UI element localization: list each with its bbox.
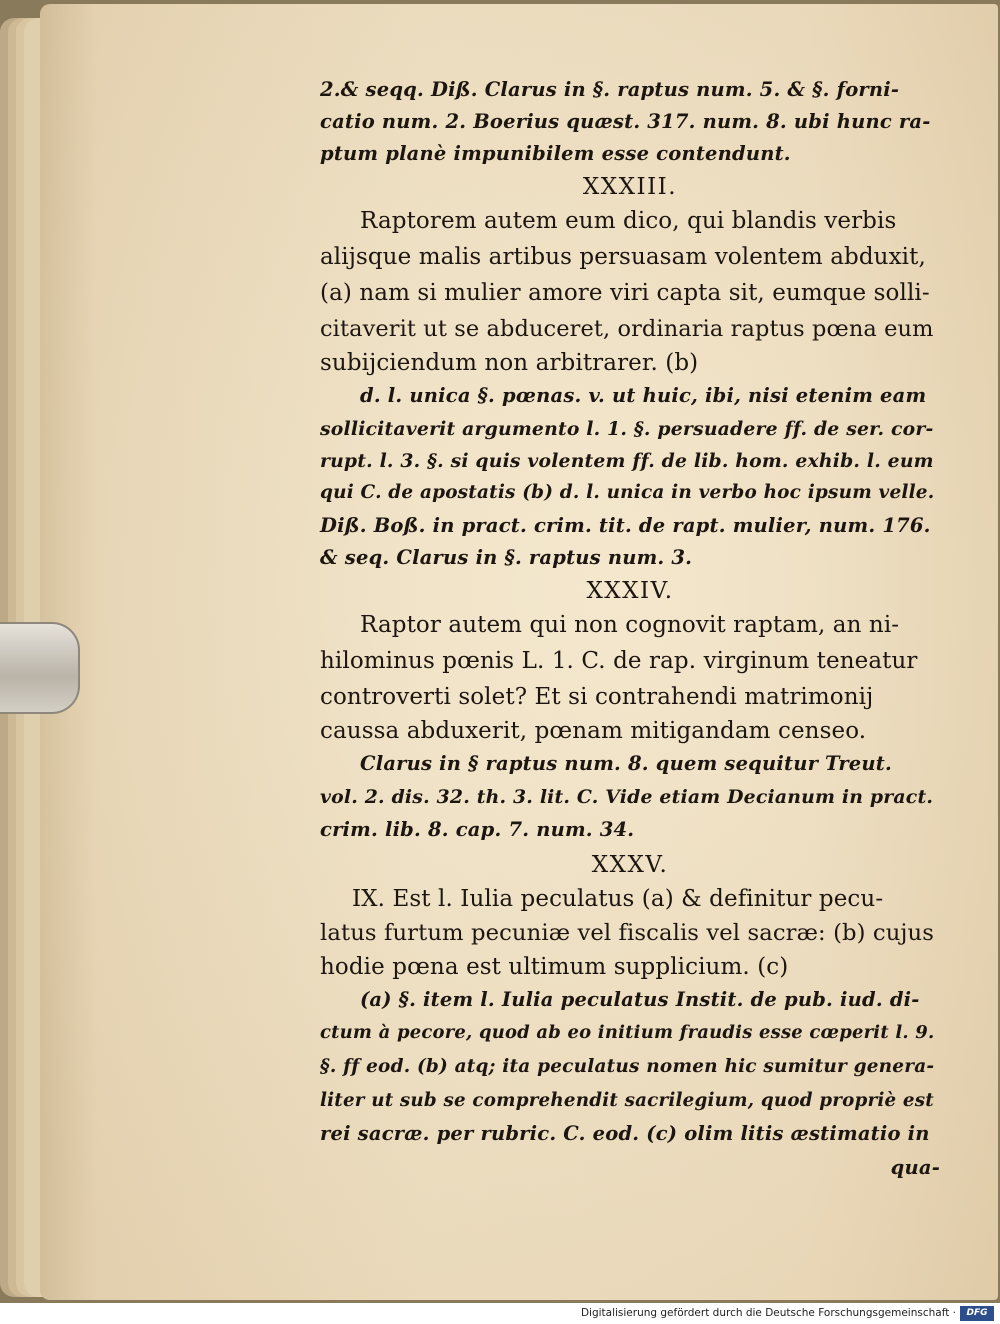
footer-bar [0, 1303, 1000, 1324]
page-clip [0, 622, 80, 714]
footer-credit: Digitalisierung gefördert durch die Deutsche Forschungsgemeinschaft · [580, 1307, 956, 1319]
dfg-logo: DFG [960, 1306, 994, 1321]
